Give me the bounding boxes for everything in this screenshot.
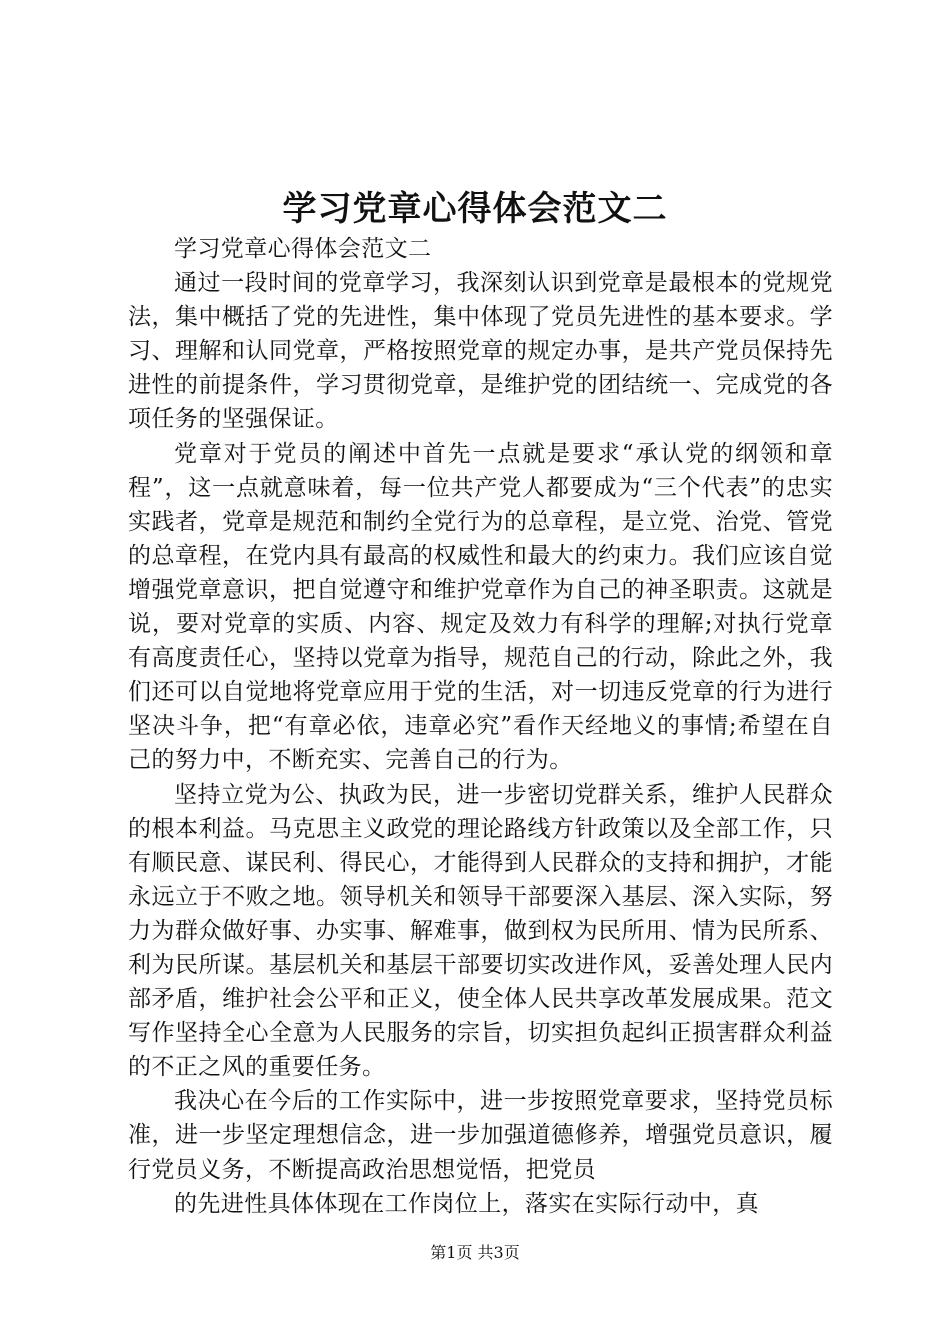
paragraph-subtitle: 学习党章心得体会范文二 [174, 236, 432, 262]
paragraph: 党章对于党员的阐述中首先一点就是要求“承认党的纲领和章程”，这一点就意味着，每一位共产党人都要成为“三个代表”的忠实实践者，党章是规范和制约全党行为的总章程，是立党、治党、管党的总章程，在党内具有最高的权威性和最大的约束力。我们应该自觉增强党章意识，把自觉遵守和维护党章作为自己的神圣职责。这就是说，要对党章的实质、内容、规定及效力有科学的理解;对执行党章有高度责任心，坚持以党章为指导，规范自己的行动，除此之外，我们还可以自觉地将党章应用于党的生活，对一切违反党章的行为进行坚决斗争，把“有章必依，违章必究”看作天经地义的事情;希望在自己的努力中，不断充实、完善自己的行为。 [128, 440, 833, 774]
document-body [128, 232, 833, 1221]
paragraph: 我决心在今后的工作实际中，进一步按照党章要求，坚持党员标准，进一步坚定理想信念，进一步加强道德修养，增强党员意识，履行党员义务，不断提高政治思想觉悟，把党员 [128, 1088, 833, 1183]
paragraph: 通过一段时间的党章学习，我深刻认识到党章是最根本的党规党法，集中概括了党的先进性，集中体现了党员先进性的基本要求。学习、理解和认同党章，严格按照党章的规定办事，是共产党员保持先进性的前提条件，学习贯彻党章，是维护党的团结统一、完成党的各项任务的坚强保证。 [128, 270, 833, 433]
paragraph: 的先进性具体体现在工作岗位上，落实在实际行动中，真 [174, 1190, 759, 1217]
document-title: 学习党章心得体会范文二 [282, 189, 668, 229]
paragraph: 坚持立党为公、执政为民，进一步密切党群关系，维护人民群众的根本利益。马克思主义政党的理论路线方针政策以及全部工作，只有顺民意、谋民利、得民心，才能得到人民群众的支持和拥护，才能永远立于不败之地。领导机关和领导干部要深入基层、深入实际，努力为群众做好事、办实事、解难事，做到权为民所用、情为民所系、利为民所谋。基层机关和基层干部要切实改进作风，妥善处理人民内部矛盾，维护社会公平和正义，使全体人民共享改革发展成果。范文写作坚持全心全意为人民服务的宗旨，切实担负起纠正损害群众利益的不正之风的重要任务。 [128, 781, 833, 1081]
page-number-footer: 第1页 共3页 [430, 1243, 520, 1262]
